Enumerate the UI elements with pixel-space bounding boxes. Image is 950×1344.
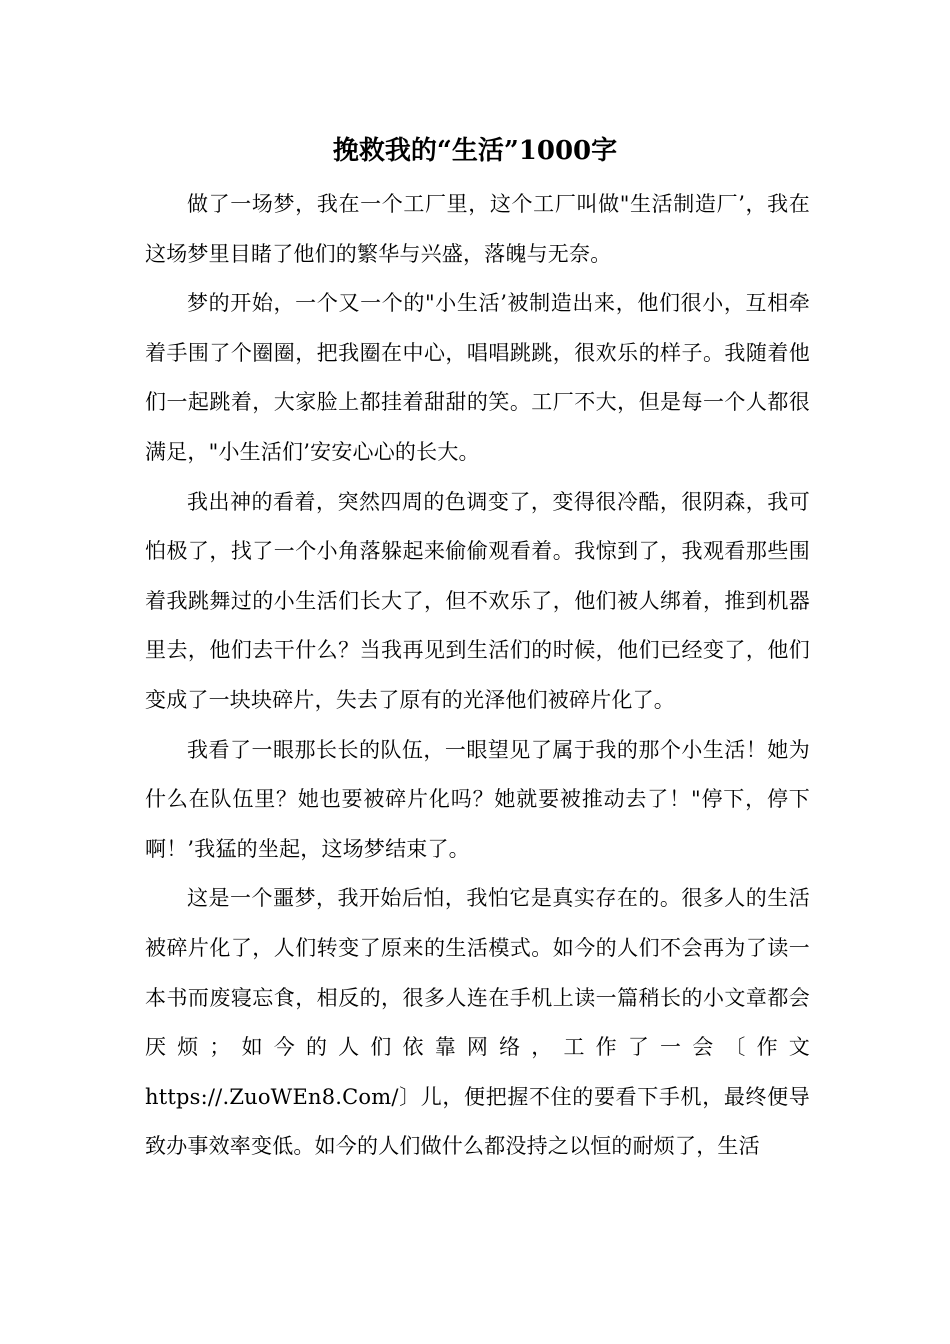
document-title: 挽救我的“生活”1000字 (332, 136, 618, 166)
paragraph-1: 做了一场梦，我在一个工厂里，这个工厂叫做"生活制造厂’，我在这场梦里目睹了他们的繁华与兴盛，落魄与无奈。 (145, 192, 810, 266)
document-body (145, 180, 810, 1172)
paragraph-4: 我看了一眼那长长的队伍，一眼望见了属于我的那个小生活！她为什么在队伍里？她也要被碎片化吗？她就要被推动去了！"停下，停下啊！’我猛的坐起，这场梦结束了。 (145, 737, 810, 861)
paragraph-2: 梦的开始，一个又一个的"小生活’被制造出来，他们很小，互相牵着手围了个圈圈，把我圈在中心，唱唱跳跳，很欢乐的样子。我随着他们一起跳着，大家脸上都挂着甜甜的笑。工厂不大，但是每一个人都很满足，"小生活们’安安心心的长大。 (145, 291, 810, 464)
paragraph-3: 我出神的看着，突然四周的色调变了，变得很冷酷，很阴森，我可怕极了，找了一个小角落躲起来偷偷观看着。我惊到了，我观看那些围着我跳舞过的小生活们长大了，但不欢乐了，他们被人绑着，推到机器里去，他们去干什么？当我再见到生活们的时候，他们已经变了，他们变成了一块块碎片，失去了原有的光泽他们被碎片化了。 (145, 489, 810, 712)
paragraph-5: 这是一个噩梦，我开始后怕，我怕它是真实存在的。很多人的生活被碎片化了，人们转变了原来的生活模式。如今的人们不会再为了读一本书而废寝忘食，相反的，很多人连在手机上读一篇稍长的小文章都会厌烦；如今的人们依靠网络，工作了一会〔作文https://.ZuoWEn8.Com/〕儿，便把握不住的要看下手机，最终便导致办事效率变低。如今的人们做什么都没持之以恒的耐烦了，生活 (145, 886, 810, 1159)
